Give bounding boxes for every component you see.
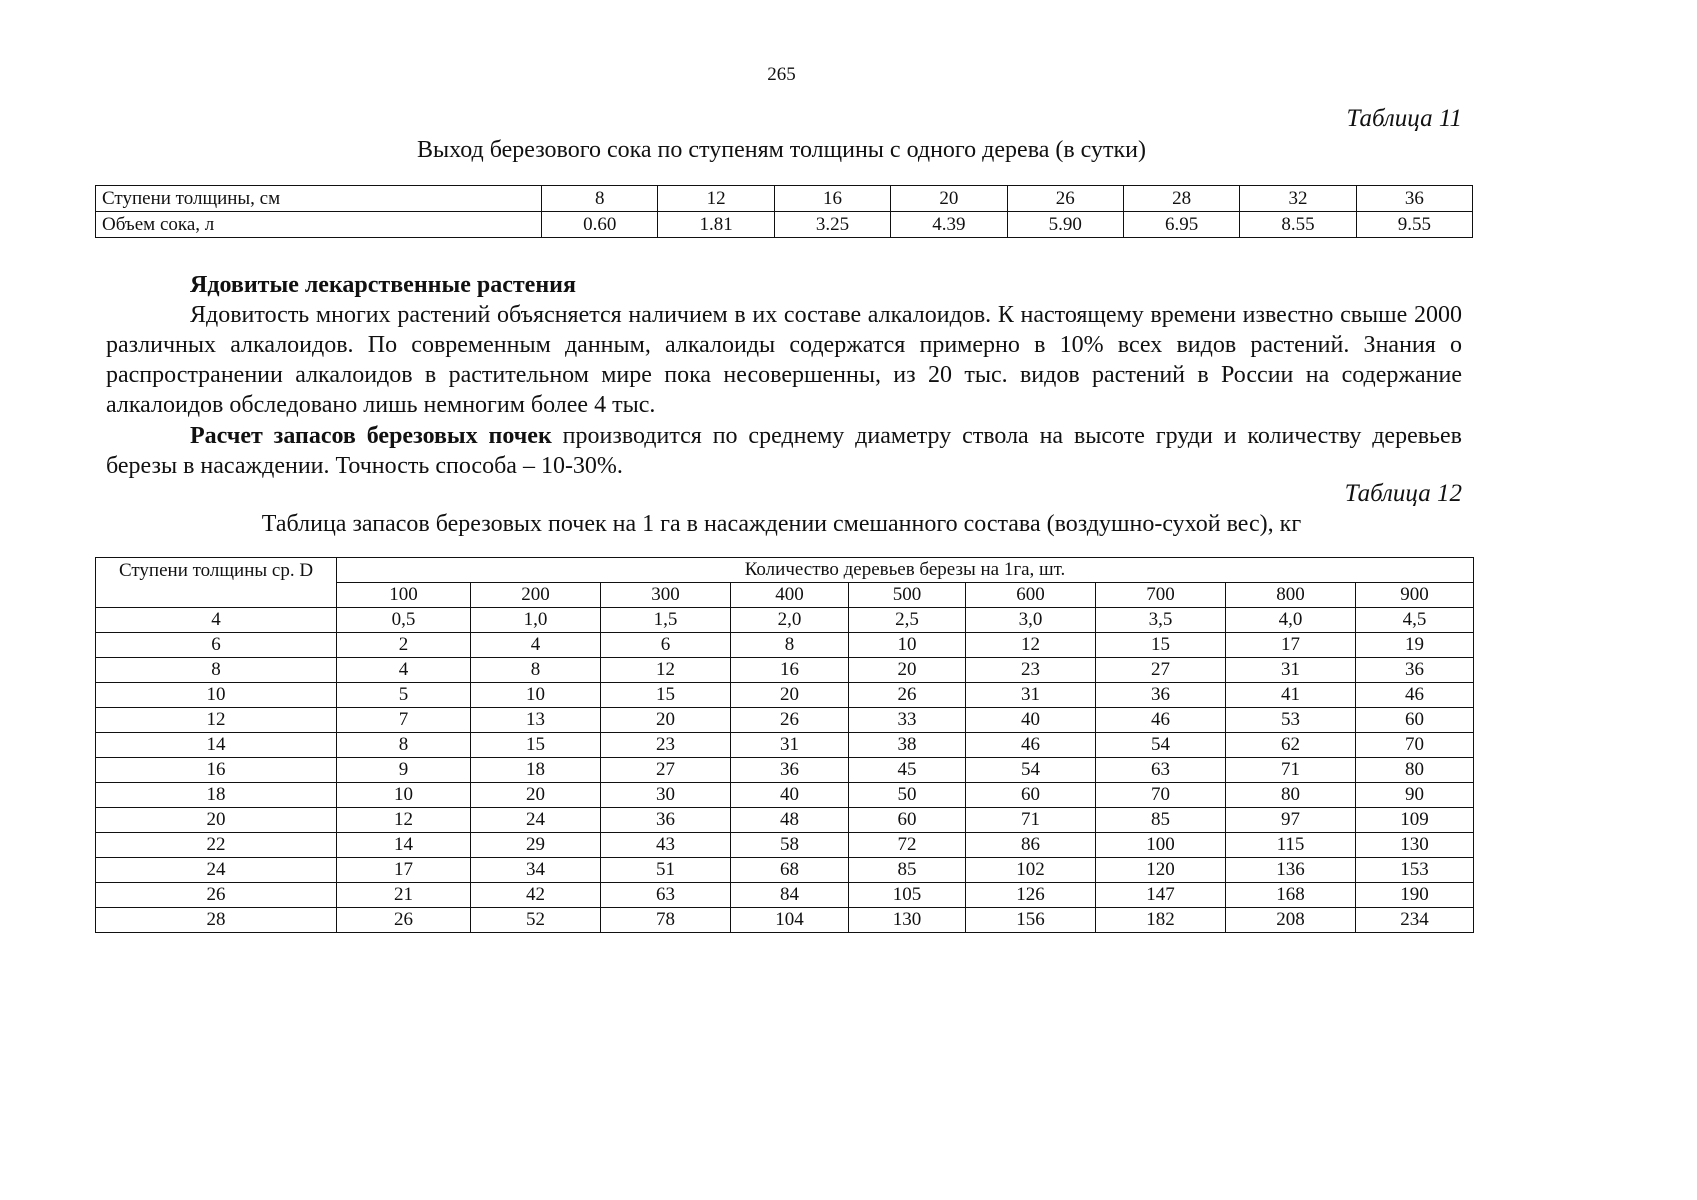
reserve-cell: 20 [601, 708, 731, 733]
reserve-cell: 85 [1096, 808, 1226, 833]
diameter-cell: 24 [96, 858, 337, 883]
thickness-grade-value: 16 [774, 186, 890, 212]
thickness-grade-value: 36 [1356, 186, 1472, 212]
reserve-cell: 53 [1226, 708, 1356, 733]
reserve-cell: 33 [849, 708, 966, 733]
table-row [96, 808, 1474, 833]
reserve-cell: 104 [731, 908, 849, 933]
reserve-cell: 23 [966, 658, 1096, 683]
reserve-cell: 80 [1226, 783, 1356, 808]
table-row [96, 212, 1473, 238]
group-header: Количество деревьев березы на 1га, шт. [337, 558, 1474, 583]
reserve-cell: 51 [601, 858, 731, 883]
reserve-cell: 10 [471, 683, 601, 708]
reserve-cell: 21 [337, 883, 471, 908]
table-row [96, 858, 1474, 883]
reserve-cell: 13 [471, 708, 601, 733]
reserve-cell: 2,0 [731, 608, 849, 633]
table-row [96, 633, 1474, 658]
reserve-cell: 63 [601, 883, 731, 908]
sap-volume-value: 0.60 [542, 212, 658, 238]
reserve-cell: 68 [731, 858, 849, 883]
reserve-cell: 23 [601, 733, 731, 758]
section-heading: Ядовитые лекарственные растения [190, 272, 576, 298]
sap-volume-value: 4.39 [891, 212, 1007, 238]
reserve-cell: 156 [966, 908, 1096, 933]
reserve-cell: 109 [1356, 808, 1474, 833]
reserve-cell: 58 [731, 833, 849, 858]
bud-reserves-table [95, 557, 1474, 933]
sap-volume-value: 1.81 [658, 212, 774, 238]
reserve-cell: 31 [731, 733, 849, 758]
reserve-cell: 2,5 [849, 608, 966, 633]
thickness-grade-value: 20 [891, 186, 1007, 212]
diameter-cell: 4 [96, 608, 337, 633]
reserve-cell: 5 [337, 683, 471, 708]
diameter-cell: 18 [96, 783, 337, 808]
diameter-cell: 22 [96, 833, 337, 858]
reserve-cell: 20 [731, 683, 849, 708]
reserve-cell: 130 [849, 908, 966, 933]
column-header: 300 [601, 583, 731, 608]
reserve-cell: 234 [1356, 908, 1474, 933]
reserve-cell: 7 [337, 708, 471, 733]
reserve-cell: 15 [471, 733, 601, 758]
table-row [96, 683, 1474, 708]
reserve-cell: 41 [1226, 683, 1356, 708]
reserve-cell: 78 [601, 908, 731, 933]
reserve-cell: 45 [849, 758, 966, 783]
table-row [96, 608, 1474, 633]
reserve-cell: 40 [966, 708, 1096, 733]
sap-volume-value: 9.55 [1356, 212, 1472, 238]
reserve-cell: 40 [731, 783, 849, 808]
reserve-cell: 153 [1356, 858, 1474, 883]
table-row [96, 783, 1474, 808]
reserve-cell: 80 [1356, 758, 1474, 783]
diameter-cell: 26 [96, 883, 337, 908]
reserve-cell: 31 [966, 683, 1096, 708]
reserve-cell: 70 [1096, 783, 1226, 808]
reserve-cell: 10 [337, 783, 471, 808]
diameter-cell: 6 [96, 633, 337, 658]
sap-volume-label: Объем сока, л [96, 212, 542, 238]
sap-volume-value: 3.25 [774, 212, 890, 238]
reserve-cell: 38 [849, 733, 966, 758]
reserve-cell: 4,5 [1356, 608, 1474, 633]
reserve-cell: 190 [1356, 883, 1474, 908]
reserve-cell: 18 [471, 758, 601, 783]
reserve-cell: 27 [601, 758, 731, 783]
table-row [96, 758, 1474, 783]
diameter-cell: 16 [96, 758, 337, 783]
reserve-cell: 12 [337, 808, 471, 833]
reserve-cell: 70 [1356, 733, 1474, 758]
column-header: 900 [1356, 583, 1474, 608]
reserve-cell: 100 [1096, 833, 1226, 858]
column-header: 800 [1226, 583, 1356, 608]
reserve-cell: 60 [1356, 708, 1474, 733]
reserve-cell: 8 [337, 733, 471, 758]
reserve-cell: 17 [337, 858, 471, 883]
reserve-cell: 126 [966, 883, 1096, 908]
page-number: 265 [767, 64, 796, 85]
reserve-cell: 26 [337, 908, 471, 933]
reserve-cell: 17 [1226, 633, 1356, 658]
reserve-cell: 4,0 [1226, 608, 1356, 633]
reserve-cell: 4 [471, 633, 601, 658]
reserve-cell: 8 [471, 658, 601, 683]
table-row [96, 658, 1474, 683]
column-header: 700 [1096, 583, 1226, 608]
column-header: 500 [849, 583, 966, 608]
thickness-grade-label: Ступени толщины, см [96, 186, 542, 212]
reserve-cell: 102 [966, 858, 1096, 883]
reserve-cell: 20 [471, 783, 601, 808]
reserve-cell: 26 [731, 708, 849, 733]
thickness-grade-value: 32 [1240, 186, 1356, 212]
reserve-cell: 31 [1226, 658, 1356, 683]
reserve-cell: 15 [601, 683, 731, 708]
reserve-cell: 36 [1096, 683, 1226, 708]
reserve-cell: 12 [601, 658, 731, 683]
table-row [96, 733, 1474, 758]
reserve-cell: 9 [337, 758, 471, 783]
column-header: 100 [337, 583, 471, 608]
reserve-cell: 34 [471, 858, 601, 883]
reserve-cell: 36 [1356, 658, 1474, 683]
reserve-cell: 10 [849, 633, 966, 658]
reserve-cell: 1,0 [471, 608, 601, 633]
reserve-cell: 90 [1356, 783, 1474, 808]
reserve-cell: 26 [849, 683, 966, 708]
thickness-grade-value: 8 [542, 186, 658, 212]
thickness-grade-value: 26 [1007, 186, 1123, 212]
reserve-cell: 12 [966, 633, 1096, 658]
table-row [96, 883, 1474, 908]
reserve-cell: 6 [601, 633, 731, 658]
diameter-cell: 14 [96, 733, 337, 758]
reserve-cell: 136 [1226, 858, 1356, 883]
reserve-cell: 168 [1226, 883, 1356, 908]
reserve-cell: 46 [966, 733, 1096, 758]
table-row [96, 833, 1474, 858]
paragraph-body: производится по среднему диаметру ствола на высоте груди и количеству деревьев березы в насаждении. Точность способа – 10-30%. [106, 423, 1462, 479]
reserve-cell: 48 [731, 808, 849, 833]
reserve-cell: 105 [849, 883, 966, 908]
reserve-cell: 86 [966, 833, 1096, 858]
thickness-grade-value: 12 [658, 186, 774, 212]
column-header: 200 [471, 583, 601, 608]
table-12-title: Таблица запасов березовых почек на 1 га в насаждении смешанного состава (воздушно-сухой вес), кг [261, 511, 1302, 537]
reserve-cell: 4 [337, 658, 471, 683]
reserve-cell: 84 [731, 883, 849, 908]
table-11-caption: Таблица 11 [1346, 105, 1462, 132]
header-row [96, 558, 1474, 583]
reserve-cell: 0,5 [337, 608, 471, 633]
reserve-cell: 120 [1096, 858, 1226, 883]
reserve-cell: 15 [1096, 633, 1226, 658]
reserve-cell: 71 [966, 808, 1096, 833]
reserve-cell: 208 [1226, 908, 1356, 933]
diameter-cell: 8 [96, 658, 337, 683]
reserve-cell: 27 [1096, 658, 1226, 683]
reserve-cell: 97 [1226, 808, 1356, 833]
reserve-cell: 50 [849, 783, 966, 808]
reserve-cell: 29 [471, 833, 601, 858]
sap-yield-table [95, 185, 1473, 238]
reserve-cell: 19 [1356, 633, 1474, 658]
sap-volume-value: 5.90 [1007, 212, 1123, 238]
corner-header: Ступени толщины ср. D [96, 558, 337, 608]
reserve-cell: 85 [849, 858, 966, 883]
reserve-cell: 71 [1226, 758, 1356, 783]
reserve-cell: 54 [966, 758, 1096, 783]
table-11-title: Выход березового сока по ступеням толщины с одного дерева (в сутки) [416, 137, 1147, 163]
paragraph-bud-reserves [106, 421, 1462, 481]
reserve-cell: 3,0 [966, 608, 1096, 633]
reserve-cell: 130 [1356, 833, 1474, 858]
reserve-cell: 36 [601, 808, 731, 833]
reserve-cell: 8 [731, 633, 849, 658]
column-header: 600 [966, 583, 1096, 608]
diameter-cell: 28 [96, 908, 337, 933]
reserve-cell: 3,5 [1096, 608, 1226, 633]
reserve-cell: 36 [731, 758, 849, 783]
reserve-cell: 1,5 [601, 608, 731, 633]
column-header: 400 [731, 583, 849, 608]
reserve-cell: 52 [471, 908, 601, 933]
reserve-cell: 2 [337, 633, 471, 658]
diameter-cell: 12 [96, 708, 337, 733]
table-12-caption: Таблица 12 [1344, 480, 1462, 507]
paragraph-alkaloids: Ядовитость многих растений объясняется наличием в их составе алкалоидов. К настоящему времени известно свыше 2000 различных алкалоидов. По современным данным, алкалоиды содержатся примерно в 10% всех видов растений. Знания о распространении алкалоидов в растительном мире пока несовершенны, из 20 тыс. видов растений в России на содержание алкалоидов обследовано лишь немногим более 4 тыс. [106, 302, 1462, 418]
table-row [96, 908, 1474, 933]
table-row [96, 186, 1473, 212]
reserve-cell: 182 [1096, 908, 1226, 933]
reserve-cell: 63 [1096, 758, 1226, 783]
reserve-cell: 24 [471, 808, 601, 833]
thickness-grade-value: 28 [1123, 186, 1239, 212]
reserve-cell: 14 [337, 833, 471, 858]
reserve-cell: 54 [1096, 733, 1226, 758]
reserve-cell: 16 [731, 658, 849, 683]
reserve-cell: 30 [601, 783, 731, 808]
reserve-cell: 20 [849, 658, 966, 683]
sap-volume-value: 6.95 [1123, 212, 1239, 238]
reserve-cell: 43 [601, 833, 731, 858]
diameter-cell: 10 [96, 683, 337, 708]
reserve-cell: 62 [1226, 733, 1356, 758]
reserve-cell: 60 [966, 783, 1096, 808]
reserve-cell: 46 [1096, 708, 1226, 733]
sap-volume-value: 8.55 [1240, 212, 1356, 238]
reserve-cell: 115 [1226, 833, 1356, 858]
reserve-cell: 72 [849, 833, 966, 858]
paragraph-lead-in: Расчет запасов березовых почек [190, 423, 552, 449]
reserve-cell: 147 [1096, 883, 1226, 908]
reserve-cell: 60 [849, 808, 966, 833]
reserve-cell: 46 [1356, 683, 1474, 708]
table-row [96, 708, 1474, 733]
reserve-cell: 42 [471, 883, 601, 908]
diameter-cell: 20 [96, 808, 337, 833]
